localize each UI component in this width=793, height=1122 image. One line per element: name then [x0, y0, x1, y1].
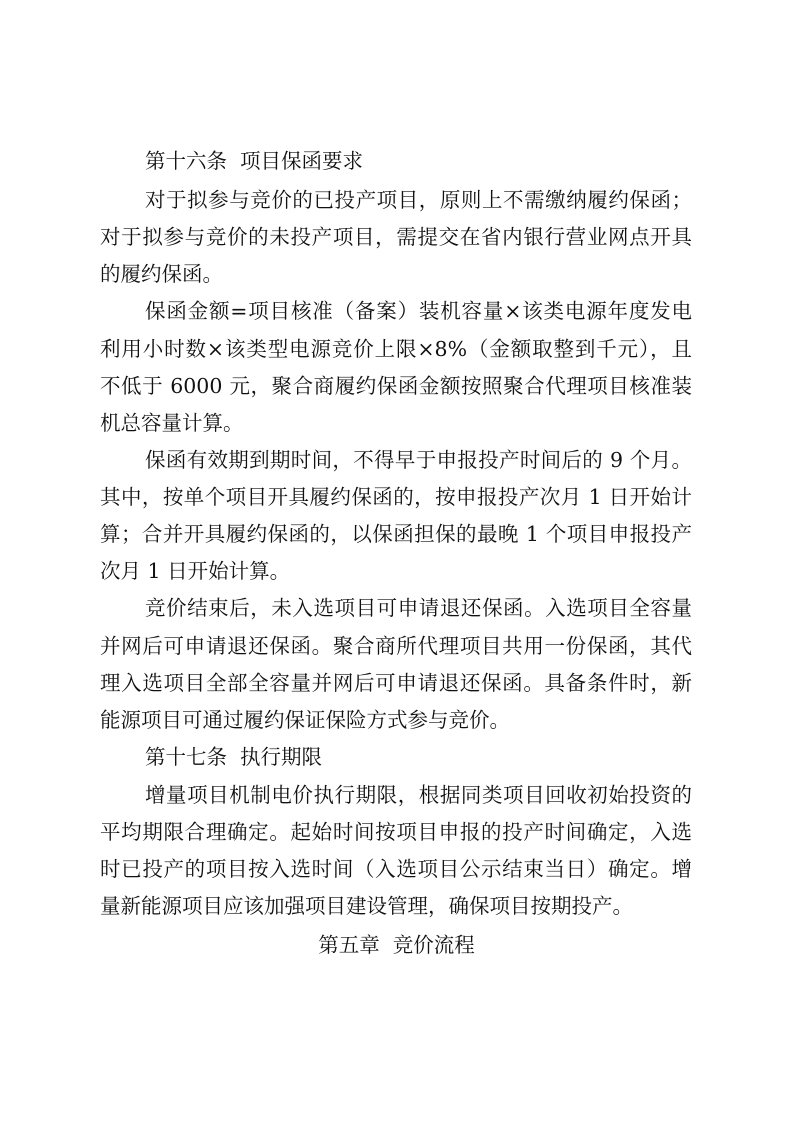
text-line: 保函金额=项目核准（备案）装机容量×该类电源年度发电 [145, 299, 692, 323]
text-line: 次月 1 日开始计算。 [100, 559, 291, 583]
text-line: 竞价结束后，未入选项目可申请退还保函。入选项目全容量 [145, 596, 692, 620]
text-line: 增量项目机制电价执行期限，根据同类项目回收初始投资的 [145, 783, 692, 807]
text-line: 平均期限合理确定。起始时间按项目申报的投产时间确定，入选 [100, 820, 692, 844]
chapter-5-title: 第五章 竞价流程 [318, 933, 475, 957]
text-line: 并网后可申请退还保函。聚合商所代理项目共用一份保函，其代 [100, 634, 692, 658]
article-16-heading: 第十六条 项目保函要求 [145, 149, 364, 173]
article-17-heading: 第十七条 执行期限 [145, 745, 323, 769]
text-line: 不低于 6000 元，聚合商履约保函金额按照聚合代理项目核准装 [100, 374, 692, 398]
text-line: 量新能源项目应该加强项目建设管理，确保项目按期投产。 [100, 894, 633, 918]
text-line: 利用小时数×该类型电源竞价上限×8%（金额取整到千元），且 [100, 337, 692, 361]
text-line: 保函有效期到期时间，不得早于申报投产时间后的 9 个月。 [145, 448, 692, 472]
text-line: 对于拟参与竞价的未投产项目，需提交在省内银行营业网点开具 [100, 225, 692, 249]
text-line: 机总容量计算。 [100, 411, 244, 435]
text-line: 能源项目可通过履约保证保险方式参与竞价。 [100, 708, 510, 732]
text-line: 时已投产的项目按入选时间（入选项目公示结束当日）确定。增 [100, 857, 692, 881]
text-line: 算；合并开具履约保函的，以保函担保的最晚 1 个项目申报投产 [100, 522, 692, 546]
text-line: 对于拟参与竞价的已投产项目，原则上不需缴纳履约保函； [145, 188, 692, 212]
text-line: 理入选项目全部全容量并网后可申请退还保函。具备条件时，新 [100, 671, 692, 695]
text-line: 其中，按单个项目开具履约保函的，按申报投产次月 1 日开始计 [100, 485, 692, 509]
text-line: 的履约保函。 [100, 262, 223, 286]
